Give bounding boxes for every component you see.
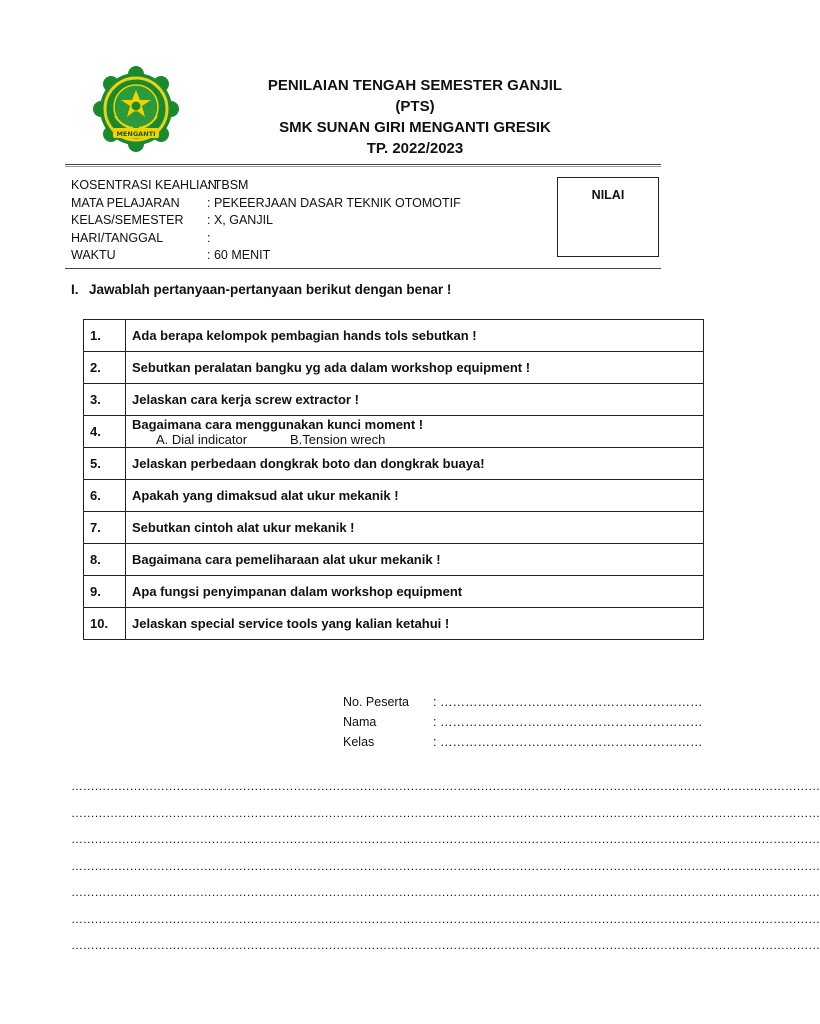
identity-label: No. Peserta <box>343 695 410 709</box>
table-row <box>84 352 704 384</box>
table-row <box>84 512 704 544</box>
table-row <box>84 576 704 608</box>
identity-row-peserta[interactable] <box>343 692 702 712</box>
score-label: NILAI <box>591 188 625 202</box>
identity-row-nama[interactable] <box>343 712 702 732</box>
header-divider-thin <box>65 166 661 167</box>
question-number: 4. <box>84 416 126 448</box>
info-label: KOSENTRASI KEAHLIAN <box>71 178 217 192</box>
info-label: HARI/TANGGAL <box>71 230 164 245</box>
question-text: Bagaimana cara pemeliharaan alat ukur mekanik ! <box>126 544 704 576</box>
question-option-b: B.Tension wrech <box>290 431 386 447</box>
table-row <box>84 320 704 352</box>
question-text: Ada berapa kelompok pembagian hands tols sebutkan ! <box>126 320 704 352</box>
table-row <box>84 480 704 512</box>
question-text: Sebutkan peralatan bangku yg ada dalam workshop equipment ! <box>126 352 704 384</box>
question-number: 8. <box>84 544 126 576</box>
info-row-waktu <box>71 247 461 265</box>
answer-line[interactable]: ………………………………………………………………………………………………………………………………………………………………………… <box>71 911 820 926</box>
identity-fill-line[interactable]: : ……………………………………………………… <box>433 715 703 729</box>
info-value: : TBSM <box>207 178 249 192</box>
question-number: 7. <box>84 512 126 544</box>
header-title <box>200 75 630 159</box>
question-option-a: A. Dial indicator <box>156 431 248 447</box>
questions-table <box>83 319 704 640</box>
info-row-mapel <box>71 195 461 213</box>
table-row <box>84 384 704 416</box>
question-text: Sebutkan cintoh alat ukur mekanik ! <box>126 512 704 544</box>
header-divider <box>65 164 661 165</box>
question-text: Bagaimana cara menggunakan kunci moment ! <box>132 416 424 432</box>
answer-line[interactable]: ………………………………………………………………………………………………………………………………………………………………………… <box>71 805 820 820</box>
identity-label: Kelas <box>343 735 375 749</box>
section-instruction <box>71 282 451 297</box>
answer-line[interactable]: ………………………………………………………………………………………………………………………………………………………………………… <box>71 832 820 846</box>
identity-label: Nama <box>343 715 377 729</box>
info-label: KELAS/SEMESTER <box>71 213 184 227</box>
exam-info <box>71 177 461 265</box>
question-text: Jelaskan special service tools yang kalian ketahui ! <box>126 608 704 640</box>
student-identity <box>343 692 702 752</box>
answer-area[interactable] <box>71 773 820 959</box>
info-row-kelas <box>71 212 461 230</box>
header-line-3: SMK SUNAN GIRI MENGANTI GRESIK <box>279 119 551 136</box>
logo-banner-text: MENGANTI <box>116 130 156 138</box>
identity-fill-line[interactable]: : ……………………………………………………… <box>433 735 703 749</box>
answer-line[interactable]: ………………………………………………………………………………………………………………………………………………………………………… <box>71 858 820 873</box>
question-text: Apakah yang dimaksud alat ukur mekanik ! <box>126 480 704 512</box>
identity-fill-line[interactable]: : ……………………………………………………… <box>433 695 703 709</box>
info-label: MATA PELAJARAN <box>71 195 180 210</box>
question-number: 3. <box>84 384 126 416</box>
question-sub-options <box>132 432 697 447</box>
question-text: Jelaskan perbedaan dongkrak boto dan dongkrak buaya! <box>126 448 704 480</box>
school-logo <box>93 66 179 152</box>
info-row-keahlian <box>71 177 461 195</box>
header-line-4: TP. 2022/2023 <box>366 140 464 157</box>
question-number: 5. <box>84 448 126 480</box>
info-row-hari <box>71 230 461 248</box>
answer-line[interactable]: ………………………………………………………………………………………………………………………………………………………………………… <box>71 779 820 793</box>
header-line-1: PENILAIAN TENGAH SEMESTER GANJIL <box>267 77 563 94</box>
table-row <box>84 544 704 576</box>
table-row <box>84 608 704 640</box>
question-number: 1. <box>84 320 126 352</box>
question-number: 9. <box>84 576 126 608</box>
score-box[interactable] <box>557 177 659 257</box>
info-value: : X, GANJIL <box>207 213 273 227</box>
info-value: : PEKEERJAAN DASAR TEKNIK OTOMOTIF <box>207 195 461 210</box>
instruction-text: Jawablah pertanyaan-pertanyaan berikut dengan benar ! <box>89 282 452 297</box>
question-number: 6. <box>84 480 126 512</box>
header-line-2: (PTS) <box>395 98 435 115</box>
question-number: 2. <box>84 352 126 384</box>
table-row <box>84 448 704 480</box>
table-row <box>84 416 704 448</box>
info-value: : <box>207 230 211 245</box>
info-value: : 60 MENIT <box>207 248 271 262</box>
answer-line[interactable]: ………………………………………………………………………………………………………………………………………………………………………… <box>71 885 820 899</box>
identity-row-kelas[interactable] <box>343 732 702 752</box>
school-emblem-icon <box>93 66 179 152</box>
info-label: WAKTU <box>71 248 116 262</box>
answer-line[interactable]: ………………………………………………………………………………………………………………………………………………………………………… <box>71 938 820 952</box>
section-number: I. <box>71 282 79 297</box>
info-divider <box>65 268 661 269</box>
question-text: Jelaskan cara kerja screw extractor ! <box>126 384 704 416</box>
question-text-multi <box>126 416 704 448</box>
question-text: Apa fungsi penyimpanan dalam workshop equipment <box>126 576 704 608</box>
question-number: 10. <box>84 608 126 640</box>
